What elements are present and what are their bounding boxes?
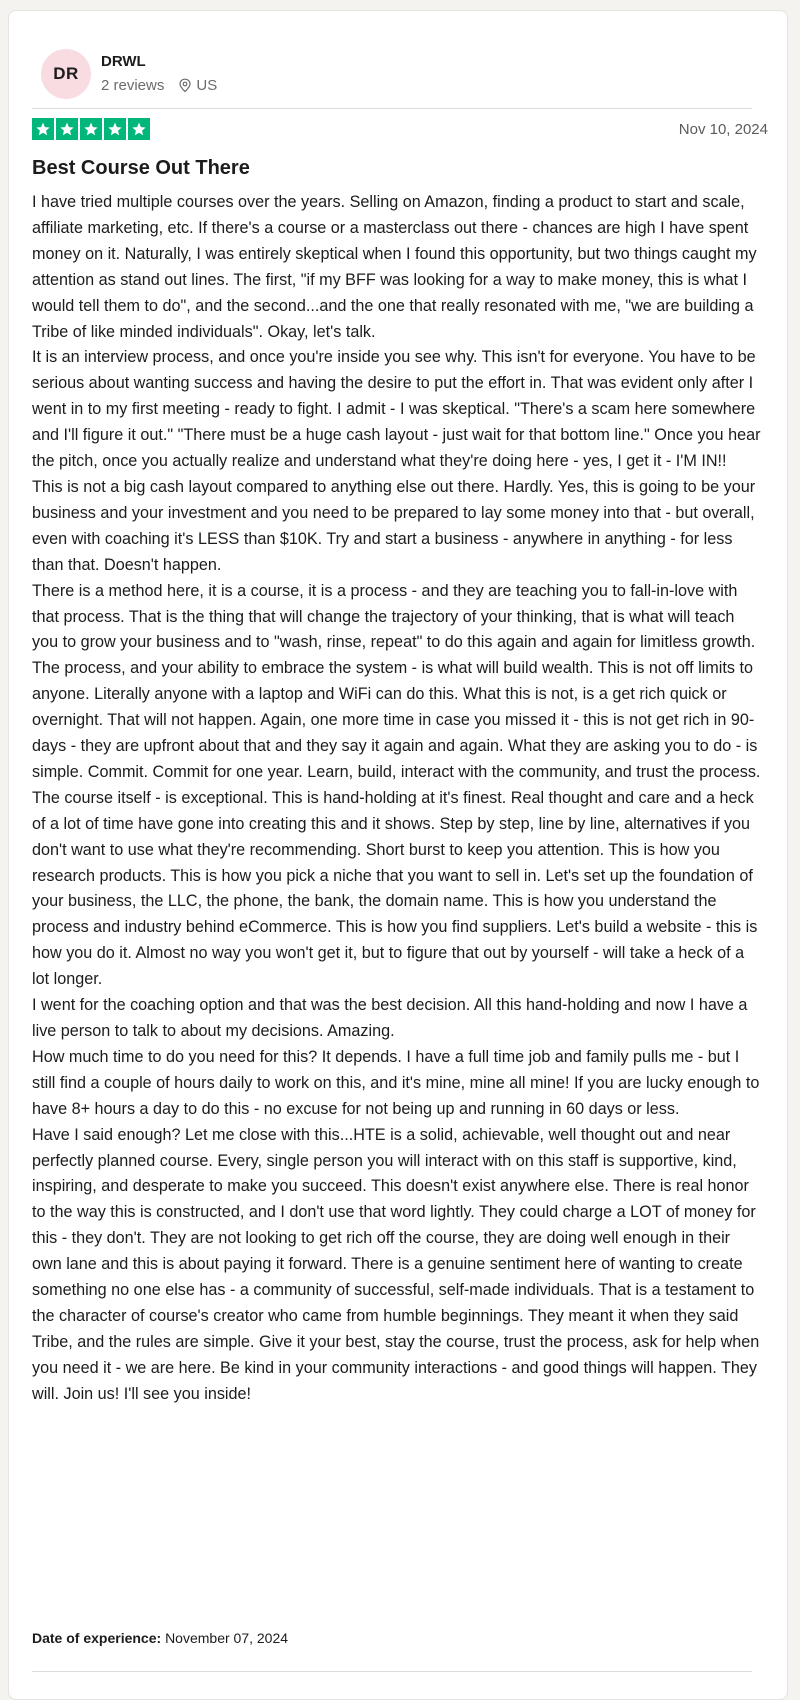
review-count: 2 reviews [101,77,165,94]
star-icon [104,118,126,140]
review-paragraph: I went for the coaching option and that was the best decision. All this hand-holding and now I have a live person to talk to about my decisions. Amazing. [32,996,748,1040]
star-icon [128,118,150,140]
country-label: US [196,77,218,94]
review-body [32,190,764,1408]
review-paragraph: This is not a big cash layout compared to anything else out there. Hardly. Yes, this is going to be your business and your investment and you need to be prepared to lay some money into that - but overall, even with coaching it's LESS than $10K. Try and start a business - anywhere in anything - for less than that. Doesn't happen. [32,477,756,574]
star-icon [56,118,78,140]
review-title[interactable]: Best Course Out There [32,157,250,179]
avatar[interactable]: DR [41,49,91,99]
reviewer-meta [101,77,217,94]
review-paragraph: The course itself - is exceptional. This is hand-holding at it's finest. Real thought and care and a heck of a lot of time have gone into creating this and it shows. Step by step, line by line, alternatives if you don't want to use what they're recommending. Short burst to keep you attention. This is how you research products. This is how you pick a niche that you want to sell in. Let's set up the foundation of your business, the LLC, the phone, the bank, the domain name. This is how you understand the process and industry behind eCommerce. This is how you find suppliers. Let's build a website - this is how you do it. Almost no way you won't get it, but to figure that out by yourself - will take a heck of a lot longer. [32,788,758,989]
review-date: Nov 10, 2024 [678,121,768,138]
reviewer-country [178,77,217,94]
review-paragraph: There is a method here, it is a course, it is a process - and they are teaching you to fall-in-love with that process. That is the thing that will change the trajectory of your thinking, that is what will teach you to grow your business and to "wash, rinse, repeat" to do this again and again for limitless growth. The process, and your ability to embrace the system - is what will build wealth. This is not off limits to anyone. Literally anyone with a laptop and WiFi can do this. What this is not, is a get rich quick or overnight. That will not happen. Again, one more time in case you missed it - this is not get rich in 90-days - they are upfront about that and they say it again and again. What they are asking you to do - is simple. Commit. Commit for one year. Learn, build, interact with the community, and trust the process. [32,581,761,781]
review-paragraph: It is an interview process, and once you're inside you see why. This isn't for everyone. You have to be serious about wanting success and having the desire to put the effort in. That was evident only after I went in to my first meeting - ready to fight. I admit - I was skeptical. "There's a scam here somewhere and I'll figure it out." "There must be a huge cash layout - just wait for that bottom line." Once you hear the pitch, once you actually realize and understand what they're doing here - yes, I get it - I'M IN!! [32,348,761,471]
reviewer-header [41,39,761,119]
star-rating [32,118,150,140]
footer-divider [32,1671,752,1672]
date-of-experience [32,1630,288,1646]
star-icon [32,118,54,140]
review-paragraph: I have tried multiple courses over the years. Selling on Amazon, finding a product to start and scale, affiliate marketing, etc. If there's a course or a masterclass out there - chances are high I have spent money on it. Naturally, I was entirely skeptical when I found this opportunity, but two things caught my attention as stand out lines. The first, "if my BFF was looking for a way to make money, this is what I would tell them to do", and the second...and the one that really resonated with me, "we are building a Tribe of like minded individuals". Okay, let's talk. [32,193,757,341]
review-paragraph: How much time to do you need for this? It depends. I have a full time job and family pulls me - but I still find a couple of hours daily to work on this, and it's mine, mine all mine! If you are lucky enough to have 8+ hours a day to do this - no excuse for not being up and running in 60 days or less. [32,1047,760,1118]
location-pin-icon [178,78,192,93]
experience-date: November 07, 2024 [165,1630,289,1646]
header-divider [32,108,752,109]
reviewer-name[interactable]: DRWL [101,53,146,70]
experience-label: Date of experience: [32,1630,162,1646]
review-paragraph: Have I said enough? Let me close with this...HTE is a solid, achievable, well thought out and near perfectly planned course. Every, single person you will interact with on this staff is supportive, kind, inspiring, and desperate to make you succeed. This doesn't exist anywhere else. There is real honor to the way this is constructed, and I don't use that word lightly. They could charge a LOT of money for this - they don't. They are not looking to get rich off the course, they are doing well enough in their own lane and this is about paying it forward. There is a genuine sentiment here of wanting to create something no one else has - a community of successful, self-made individuals. That is a testament to the character of course's creator who came from humble beginnings. They meant it when they said Tribe, and the rules are simple. Give it your best, stay the course, trust the process, ask for help when you need it - we are here. Be kind in your community interactions - and good things will happen. They will. Join us! I'll see you inside! [32,1125,760,1403]
star-icon [80,118,102,140]
